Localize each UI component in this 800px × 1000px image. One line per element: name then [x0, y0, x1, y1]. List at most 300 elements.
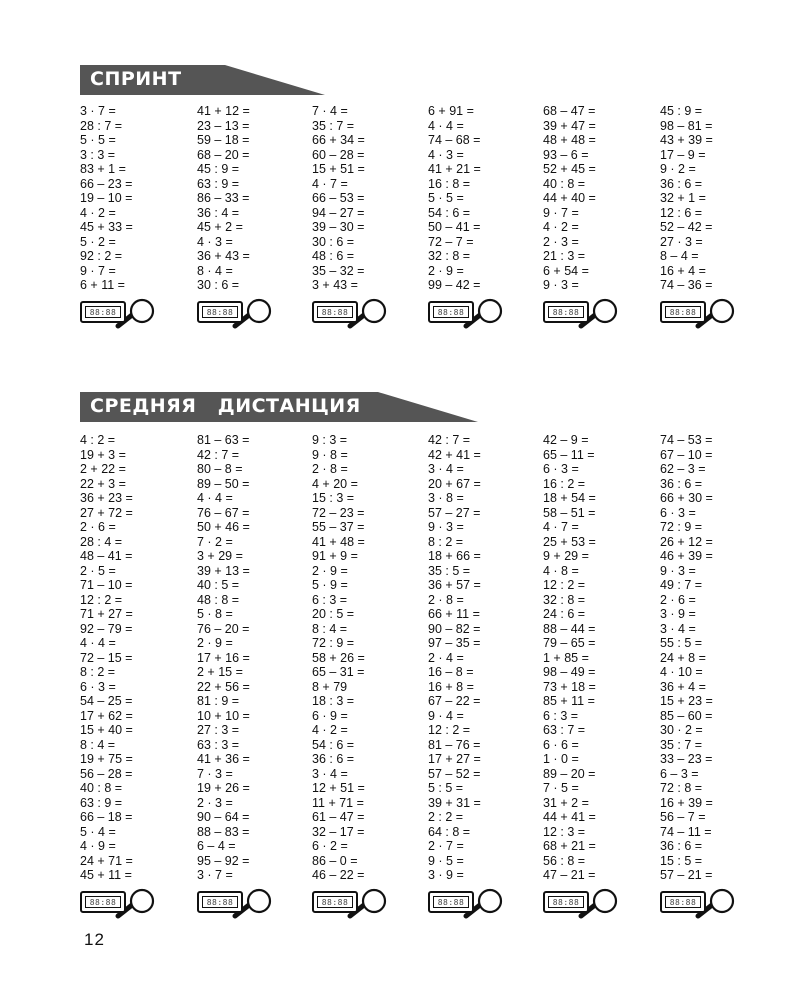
exercise-item: 55 – 37 = — [312, 520, 365, 534]
exercise-item: 42 + 41 = — [428, 447, 481, 462]
stopwatch-display — [660, 891, 706, 913]
digital-digits-icon: 88:88 — [433, 896, 469, 908]
section-title: СПРИНТ — [90, 68, 182, 90]
exercise-item: 48 : 6 = — [312, 249, 355, 263]
exercise-item: 9 · 7 = — [543, 205, 579, 220]
exercise-item: 54 : 6 = — [312, 737, 355, 752]
exercise-item: 12 : 2 = — [543, 578, 586, 592]
stopwatch-with-magnifier-icon — [660, 298, 740, 328]
exercise-item: 2 · 7 = — [428, 839, 464, 853]
exercise-item: 44 + 40 = — [543, 191, 596, 205]
exercise-item: 9 · 4 = — [428, 708, 464, 723]
exercise-item: 26 + 12 = — [660, 534, 713, 549]
exercise-item: 4 · 8 = — [543, 563, 579, 578]
exercise-item: 80 – 8 = — [197, 462, 243, 476]
exercise-item: 12 : 2 = — [428, 723, 471, 737]
exercise-item: 74 – 68 = — [428, 133, 481, 147]
exercise-item: 28 : 4 = — [80, 534, 123, 549]
exercise-item: 16 + 4 = — [660, 263, 706, 278]
exercise-item: 35 : 5 = — [428, 563, 471, 578]
exercise-item: 66 + 34 = — [312, 133, 365, 147]
exercise-item: 2 · 5 = — [80, 563, 116, 578]
exercise-item: 36 + 23 = — [80, 491, 133, 505]
exercise-item: 63 : 3 = — [197, 737, 240, 752]
exercise-item: 52 – 42 = — [660, 220, 713, 234]
exercise-item: 4 · 2 = — [80, 205, 116, 220]
exercise-item: 74 – 11 = — [660, 824, 712, 839]
exercise-item: 17 – 9 = — [660, 147, 706, 162]
exercise-item: 2 · 3 = — [543, 234, 579, 249]
exercise-item: 68 + 21 = — [543, 839, 596, 853]
exercise-item: 57 – 52 = — [428, 766, 481, 781]
exercise-item: 99 – 42 = — [428, 278, 481, 292]
exercise-item: 15 : 5 = — [660, 853, 703, 868]
exercise-item: 68 – 20 = — [197, 147, 250, 162]
exercise-item: 56 – 7 = — [660, 810, 706, 824]
exercise-item: 9 · 3 = — [428, 520, 464, 534]
exercise-item: 66 + 11 = — [428, 607, 480, 621]
exercise-item: 66 – 23 = — [80, 176, 133, 191]
exercise-item: 32 – 17 = — [312, 824, 365, 839]
exercise-item: 15 + 23 = — [660, 694, 713, 708]
exercise-item: 30 · 2 = — [660, 723, 703, 737]
exercise-item: 9 · 5 = — [428, 853, 464, 868]
digital-digits-icon: 88:88 — [665, 896, 701, 908]
exercise-item: 1 + 85 = — [543, 650, 589, 665]
exercise-item: 6 – 4 = — [197, 839, 236, 853]
exercise-item: 55 : 5 = — [660, 636, 703, 650]
stopwatch-with-magnifier-icon — [197, 888, 277, 918]
exercise-item: 27 : 3 = — [197, 723, 240, 737]
digital-digits-icon: 88:88 — [548, 306, 584, 318]
exercise-item: 3 · 4 = — [660, 621, 696, 636]
stopwatch-with-magnifier-icon — [312, 298, 392, 328]
exercise-item: 72 : 9 = — [660, 520, 703, 534]
exercise-item: 4 · 3 = — [428, 147, 464, 162]
exercise-item: 8 : 2 = — [80, 665, 116, 679]
exercise-item: 6 + 91 = — [428, 104, 474, 118]
exercise-item: 36 : 6 = — [660, 839, 703, 853]
exercise-item: 72 – 15 = — [80, 650, 133, 665]
stopwatch-display — [312, 891, 358, 913]
exercise-item: 4 · 4 = — [197, 491, 233, 505]
exercise-item: 8 · 4 = — [197, 263, 233, 278]
exercise-item: 54 : 6 = — [428, 205, 471, 220]
exercise-item: 2 · 8 = — [312, 462, 348, 476]
exercise-column — [660, 104, 770, 293]
exercise-item: 65 – 11 = — [543, 447, 595, 462]
exercise-item: 36 + 57 = — [428, 578, 481, 592]
exercise-item: 33 – 23 = — [660, 752, 713, 766]
stopwatch-with-magnifier-icon — [543, 298, 623, 328]
exercise-item: 45 + 33 = — [80, 220, 133, 234]
exercise-item: 4 · 4 = — [428, 118, 464, 133]
exercise-item: 19 + 75 = — [80, 752, 133, 766]
exercise-column — [197, 104, 307, 293]
exercise-item: 22 + 56 = — [197, 679, 250, 694]
exercise-item: 57 – 27 = — [428, 505, 481, 520]
exercise-item: 66 + 30 = — [660, 491, 713, 505]
exercise-item: 45 + 11 = — [80, 868, 132, 882]
exercise-item: 16 – 8 = — [428, 665, 474, 679]
exercise-item: 22 + 3 = — [80, 476, 126, 491]
exercise-item: 88 – 83 = — [197, 824, 250, 839]
exercise-item: 85 + 11 = — [543, 694, 595, 708]
stopwatch-display — [428, 891, 474, 913]
exercise-item: 16 + 8 = — [428, 679, 474, 694]
exercise-item: 6 · 2 = — [312, 839, 348, 853]
exercise-item: 42 – 9 = — [543, 433, 589, 447]
digital-digits-icon: 88:88 — [85, 306, 121, 318]
exercise-item: 2 · 6 = — [80, 520, 116, 534]
exercise-item: 2 · 4 = — [428, 650, 464, 665]
exercise-item: 93 – 6 = — [543, 147, 589, 162]
exercise-item: 50 + 46 = — [197, 520, 250, 534]
exercise-item: 12 : 3 = — [543, 824, 586, 839]
exercise-item: 89 – 20 = — [543, 766, 596, 781]
exercise-item: 81 – 76 = — [428, 737, 481, 752]
exercise-item: 52 + 45 = — [543, 162, 596, 176]
exercise-item: 7 · 3 = — [197, 766, 233, 781]
exercise-item: 30 : 6 = — [312, 234, 355, 249]
exercise-item: 25 + 53 = — [543, 534, 596, 549]
exercise-item: 35 – 32 = — [312, 263, 365, 278]
exercise-item: 3 · 4 = — [428, 462, 464, 476]
exercise-item: 6 : 3 = — [543, 708, 579, 723]
exercise-item: 54 – 25 = — [80, 694, 133, 708]
stopwatch-with-magnifier-icon — [197, 298, 277, 328]
exercise-item: 65 – 31 = — [312, 665, 365, 679]
digital-digits-icon: 88:88 — [548, 896, 584, 908]
exercise-item: 15 : 3 = — [312, 491, 355, 505]
exercise-item: 72 : 8 = — [660, 781, 703, 795]
exercise-item: 11 + 71 = — [312, 795, 364, 810]
exercise-item: 6 · 6 = — [543, 737, 579, 752]
middle-distance-banner — [80, 392, 478, 422]
exercise-item: 45 : 9 = — [197, 162, 240, 176]
exercise-item: 5 · 9 = — [312, 578, 348, 592]
exercise-item: 2 · 3 = — [197, 795, 233, 810]
exercise-item: 15 + 51 = — [312, 162, 365, 176]
exercise-item: 73 + 18 = — [543, 679, 596, 694]
exercise-item: 2 · 6 = — [660, 592, 696, 607]
exercise-item: 9 · 2 = — [660, 162, 696, 176]
digital-digits-icon: 88:88 — [433, 306, 469, 318]
exercise-item: 41 + 36 = — [197, 752, 250, 766]
exercise-item: 6 : 3 = — [312, 592, 348, 607]
exercise-item: 17 + 27 = — [428, 752, 481, 766]
exercise-item: 9 · 8 = — [312, 447, 348, 462]
exercise-item: 41 + 21 = — [428, 162, 481, 176]
exercise-item: 8 : 2 = — [428, 534, 464, 549]
exercise-item: 76 – 20 = — [197, 621, 250, 636]
section-title: СРЕДНЯЯ ДИСТАНЦИЯ — [90, 395, 361, 417]
exercise-item: 36 : 6 = — [312, 752, 355, 766]
exercise-item: 61 – 47 = — [312, 810, 365, 824]
exercise-item: 9 · 3 = — [543, 278, 579, 292]
exercise-item: 16 + 39 = — [660, 795, 713, 810]
exercise-item: 98 – 81 = — [660, 118, 713, 133]
exercise-item: 43 + 39 = — [660, 133, 713, 147]
exercise-item: 4 · 4 = — [80, 636, 116, 650]
exercise-item: 63 : 9 = — [80, 795, 123, 810]
exercise-item: 71 + 27 = — [80, 607, 133, 621]
stopwatch-with-magnifier-icon — [80, 888, 160, 918]
exercise-item: 81 : 9 = — [197, 694, 240, 708]
exercise-item: 3 + 43 = — [312, 278, 358, 292]
exercise-item: 79 – 65 = — [543, 636, 596, 650]
exercise-item: 20 : 5 = — [312, 607, 355, 621]
exercise-item: 58 – 51 = — [543, 505, 596, 520]
exercise-item: 42 : 7 = — [428, 433, 471, 447]
exercise-item: 45 + 2 = — [197, 220, 243, 234]
exercise-item: 3 · 4 = — [312, 766, 348, 781]
exercise-item: 17 + 16 = — [197, 650, 250, 665]
exercise-item: 10 + 10 = — [197, 708, 250, 723]
exercise-item: 18 + 66 = — [428, 549, 481, 563]
exercise-item: 6 · 3 = — [80, 679, 116, 694]
exercise-column — [660, 433, 770, 883]
exercise-item: 66 – 18 = — [80, 810, 133, 824]
exercise-item: 89 – 50 = — [197, 476, 250, 491]
exercise-item: 68 – 47 = — [543, 104, 596, 118]
stopwatch-display — [428, 301, 474, 323]
exercise-item: 6 · 9 = — [312, 708, 348, 723]
exercise-item: 57 – 21 = — [660, 868, 713, 882]
exercise-item: 66 – 53 = — [312, 191, 365, 205]
exercise-item: 40 : 8 = — [80, 781, 123, 795]
exercise-item: 97 – 35 = — [428, 636, 481, 650]
exercise-item: 4 · 3 = — [197, 234, 233, 249]
exercise-item: 19 + 26 = — [197, 781, 250, 795]
exercise-item: 41 + 12 = — [197, 104, 250, 118]
exercise-item: 4 · 2 = — [543, 220, 579, 234]
exercise-item: 92 : 2 = — [80, 249, 123, 263]
exercise-column — [543, 433, 653, 883]
exercise-item: 36 : 6 = — [660, 176, 703, 191]
exercise-item: 92 – 79 = — [80, 621, 133, 636]
exercise-item: 90 – 82 = — [428, 621, 481, 636]
exercise-item: 24 + 71 = — [80, 853, 133, 868]
exercise-item: 30 : 6 = — [197, 278, 240, 292]
stopwatch-with-magnifier-icon — [428, 298, 508, 328]
exercise-item: 24 : 6 = — [543, 607, 586, 621]
exercise-item: 71 – 10 = — [80, 578, 133, 592]
exercise-item: 5 : 5 = — [428, 781, 464, 795]
exercise-item: 4 · 7 = — [543, 520, 579, 534]
sprint-banner — [80, 65, 325, 95]
exercise-item: 81 – 63 = — [197, 433, 250, 447]
exercise-item: 59 – 18 = — [197, 133, 250, 147]
exercise-column — [428, 104, 538, 293]
exercise-item: 5 · 5 = — [428, 191, 464, 205]
exercise-item: 36 : 4 = — [197, 205, 240, 220]
stopwatch-display — [80, 301, 126, 323]
exercise-column — [197, 433, 307, 883]
exercise-item: 45 : 9 = — [660, 104, 703, 118]
exercise-item: 86 – 0 = — [312, 853, 358, 868]
exercise-item: 8 + 79 — [312, 679, 348, 694]
exercise-item: 7 · 5 = — [543, 781, 579, 795]
exercise-item: 88 – 44 = — [543, 621, 596, 636]
stopwatch-with-magnifier-icon — [428, 888, 508, 918]
exercise-item: 5 · 8 = — [197, 607, 233, 621]
exercise-item: 3 : 3 = — [80, 147, 116, 162]
sprint-exercises — [80, 104, 780, 300]
exercise-item: 2 + 15 = — [197, 665, 243, 679]
exercise-item: 76 – 67 = — [197, 505, 250, 520]
exercise-item: 49 : 7 = — [660, 578, 703, 592]
exercise-item: 32 + 1 = — [660, 191, 706, 205]
digital-digits-icon: 88:88 — [317, 896, 353, 908]
exercise-item: 2 + 22 = — [80, 462, 126, 476]
exercise-item: 24 + 8 = — [660, 650, 706, 665]
middle-distance-exercises — [80, 433, 780, 888]
exercise-item: 4 · 7 = — [312, 176, 348, 191]
exercise-item: 39 + 31 = — [428, 795, 481, 810]
exercise-item: 2 · 9 = — [428, 263, 464, 278]
exercise-item: 9 + 29 = — [543, 549, 589, 563]
exercise-item: 4 : 2 = — [80, 433, 116, 447]
exercise-item: 63 : 7 = — [543, 723, 586, 737]
exercise-item: 74 – 36 = — [660, 278, 713, 292]
exercise-item: 40 : 8 = — [543, 176, 586, 191]
exercise-item: 28 : 7 = — [80, 118, 123, 133]
exercise-item: 95 – 92 = — [197, 853, 250, 868]
exercise-item: 9 · 3 = — [660, 563, 696, 578]
exercise-column — [80, 104, 190, 293]
stopwatch-display — [543, 301, 589, 323]
digital-digits-icon: 88:88 — [85, 896, 121, 908]
exercise-item: 36 + 43 = — [197, 249, 250, 263]
stopwatch-display — [197, 891, 243, 913]
exercise-item: 19 – 10 = — [80, 191, 133, 205]
exercise-item: 3 + 29 = — [197, 549, 243, 563]
exercise-item: 18 + 54 = — [543, 491, 596, 505]
exercise-item: 48 : 8 = — [197, 592, 240, 607]
exercise-item: 42 : 7 = — [197, 447, 240, 462]
exercise-item: 3 · 9 = — [428, 868, 464, 882]
exercise-item: 17 + 62 = — [80, 708, 133, 723]
exercise-item: 18 : 3 = — [312, 694, 355, 708]
exercise-item: 4 + 20 = — [312, 476, 358, 491]
exercise-item: 12 : 6 = — [660, 205, 703, 220]
digital-digits-icon: 88:88 — [202, 306, 238, 318]
exercise-item: 35 : 7 = — [660, 737, 703, 752]
exercise-item: 64 : 8 = — [428, 824, 471, 839]
exercise-item: 8 – 4 = — [660, 249, 699, 263]
exercise-item: 86 – 33 = — [197, 191, 250, 205]
exercise-item: 36 + 4 = — [660, 679, 706, 694]
exercise-item: 31 + 2 = — [543, 795, 589, 810]
digital-digits-icon: 88:88 — [202, 896, 238, 908]
exercise-item: 4 · 10 = — [660, 665, 703, 679]
exercise-item: 12 + 51 = — [312, 781, 365, 795]
exercise-item: 27 + 72 = — [80, 505, 133, 520]
exercise-item: 8 : 4 = — [312, 621, 348, 636]
stopwatch-display — [660, 301, 706, 323]
exercise-column — [312, 104, 422, 293]
stopwatch-with-magnifier-icon — [543, 888, 623, 918]
exercise-item: 47 – 21 = — [543, 868, 596, 882]
exercise-item: 72 – 7 = — [428, 234, 474, 249]
exercise-item: 67 – 10 = — [660, 447, 713, 462]
exercise-item: 48 + 48 = — [543, 133, 596, 147]
exercise-item: 32 : 8 = — [543, 592, 586, 607]
exercise-item: 58 + 26 = — [312, 650, 365, 665]
exercise-item: 35 : 7 = — [312, 118, 355, 133]
exercise-item: 1 · 0 = — [543, 752, 579, 766]
exercise-item: 50 – 41 = — [428, 220, 481, 234]
exercise-item: 36 : 6 = — [660, 476, 703, 491]
exercise-item: 94 – 27 = — [312, 205, 365, 220]
exercise-item: 3 · 9 = — [660, 607, 696, 621]
exercise-item: 90 – 64 = — [197, 810, 250, 824]
exercise-item: 98 – 49 = — [543, 665, 596, 679]
exercise-item: 5 · 4 = — [80, 824, 116, 839]
exercise-item: 7 · 2 = — [197, 534, 233, 549]
exercise-item: 4 · 2 = — [312, 723, 348, 737]
exercise-item: 72 – 23 = — [312, 505, 365, 520]
exercise-column — [428, 433, 538, 883]
exercise-item: 6 · 3 = — [543, 462, 579, 476]
exercise-item: 19 + 3 = — [80, 447, 126, 462]
exercise-column — [312, 433, 422, 883]
exercise-item: 72 : 9 = — [312, 636, 355, 650]
exercise-item: 67 – 22 = — [428, 694, 481, 708]
exercise-item: 41 + 48 = — [312, 534, 365, 549]
stopwatch-display — [312, 301, 358, 323]
page-number: 12 — [84, 930, 105, 949]
exercise-item: 46 + 39 = — [660, 549, 713, 563]
exercise-item: 39 – 30 = — [312, 220, 365, 234]
digital-digits-icon: 88:88 — [665, 306, 701, 318]
exercise-item: 63 : 9 = — [197, 176, 240, 191]
exercise-item: 85 – 60 = — [660, 708, 713, 723]
exercise-item: 3 · 7 = — [80, 104, 116, 118]
exercise-item: 15 + 40 = — [80, 723, 133, 737]
exercise-item: 21 : 3 = — [543, 249, 586, 263]
exercise-item: 6 – 3 = — [660, 766, 699, 781]
exercise-item: 46 – 22 = — [312, 868, 365, 882]
exercise-item: 83 + 1 = — [80, 162, 126, 176]
exercise-item: 9 : 3 = — [312, 433, 348, 447]
exercise-item: 74 – 53 = — [660, 433, 713, 447]
exercise-item: 8 : 4 = — [80, 737, 116, 752]
exercise-item: 20 + 67 = — [428, 476, 481, 491]
exercise-item: 39 + 13 = — [197, 563, 250, 578]
stopwatch-display — [80, 891, 126, 913]
exercise-item: 2 · 9 = — [312, 563, 348, 578]
exercise-column — [80, 433, 190, 883]
stopwatch-display — [543, 891, 589, 913]
exercise-item: 3 · 8 = — [428, 491, 464, 505]
exercise-item: 16 : 2 = — [543, 476, 586, 491]
exercise-item: 4 · 9 = — [80, 839, 116, 853]
exercise-item: 2 · 9 = — [197, 636, 233, 650]
exercise-column — [543, 104, 653, 293]
stopwatch-with-magnifier-icon — [660, 888, 740, 918]
exercise-item: 56 – 28 = — [80, 766, 133, 781]
exercise-item: 7 · 4 = — [312, 104, 348, 118]
digital-digits-icon: 88:88 — [317, 306, 353, 318]
exercise-item: 9 · 7 = — [80, 263, 116, 278]
stopwatch-display — [197, 301, 243, 323]
exercise-item: 39 + 47 = — [543, 118, 596, 133]
exercise-item: 62 – 3 = — [660, 462, 706, 476]
exercise-item: 27 · 3 = — [660, 234, 703, 249]
stopwatch-with-magnifier-icon — [80, 298, 160, 328]
